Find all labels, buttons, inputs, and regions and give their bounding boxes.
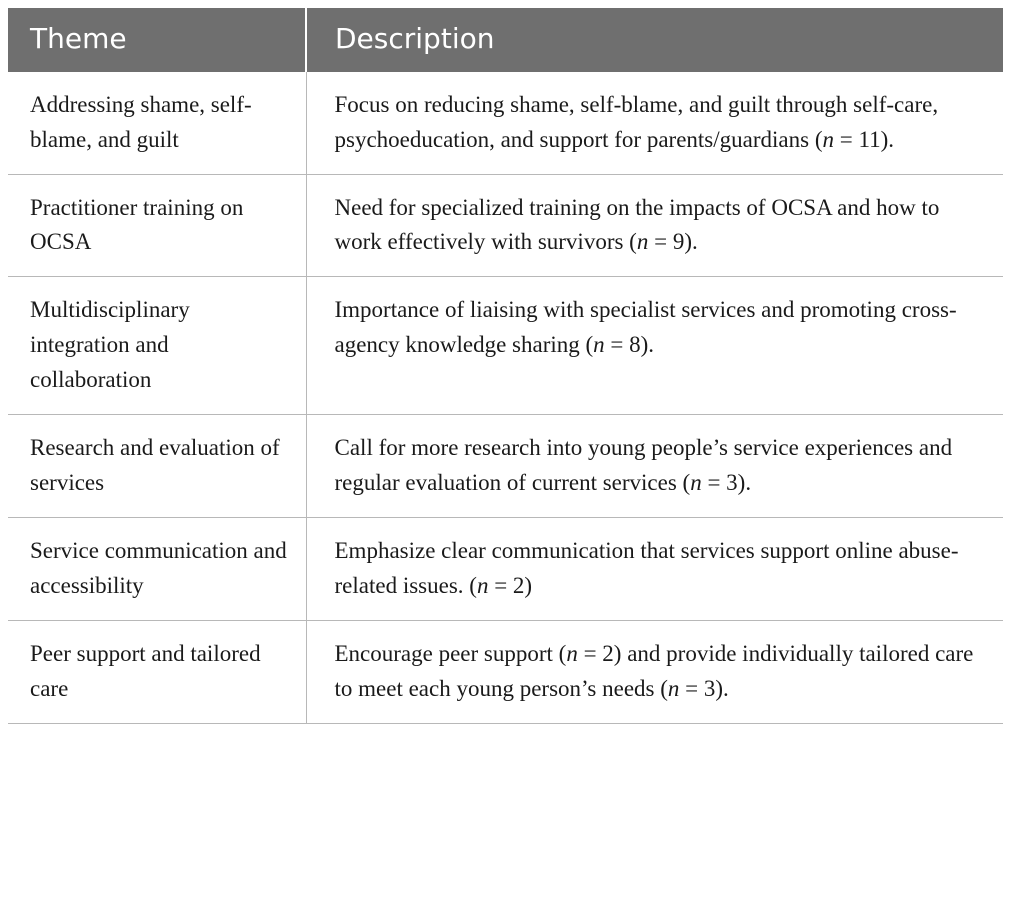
table-row: [8, 621, 1003, 724]
cell-theme: Multidisciplinary integration and collaboration: [8, 277, 306, 415]
cell-description: Need for specialized training on the impacts of OCSA and how to work effectively with survivors (n = 9).: [306, 174, 1003, 277]
cell-description: Focus on reducing shame, self-blame, and guilt through self-care, psychoeducation, and support for parents/guardians (n = 11).: [306, 72, 1003, 174]
column-header-description: Description: [306, 8, 1003, 72]
table-row: [8, 174, 1003, 277]
column-header-theme: Theme: [8, 8, 306, 72]
table-row: [8, 72, 1003, 174]
table-row: [8, 518, 1003, 621]
table-row: [8, 277, 1003, 415]
theme-description-table: [8, 8, 1003, 724]
cell-theme: Practitioner training on OCSA: [8, 174, 306, 277]
cell-description: Call for more research into young people’s service experiences and regular evaluation of current services (n = 3).: [306, 415, 1003, 518]
table-body: [8, 72, 1003, 724]
cell-description: Encourage peer support (n = 2) and provide individually tailored care to meet each young person’s needs (n = 3).: [306, 621, 1003, 724]
cell-theme: Research and evaluation of services: [8, 415, 306, 518]
table-header-row: [8, 8, 1003, 72]
cell-description: Emphasize clear communication that services support online abuse-related issues. (n = 2): [306, 518, 1003, 621]
cell-theme: Peer support and tailored care: [8, 621, 306, 724]
cell-description: Importance of liaising with specialist services and promoting cross-agency knowledge sharing (n = 8).: [306, 277, 1003, 415]
cell-theme: Service communication and accessibility: [8, 518, 306, 621]
cell-theme: Addressing shame, self-blame, and guilt: [8, 72, 306, 174]
table-header: [8, 8, 1003, 72]
table-row: [8, 415, 1003, 518]
